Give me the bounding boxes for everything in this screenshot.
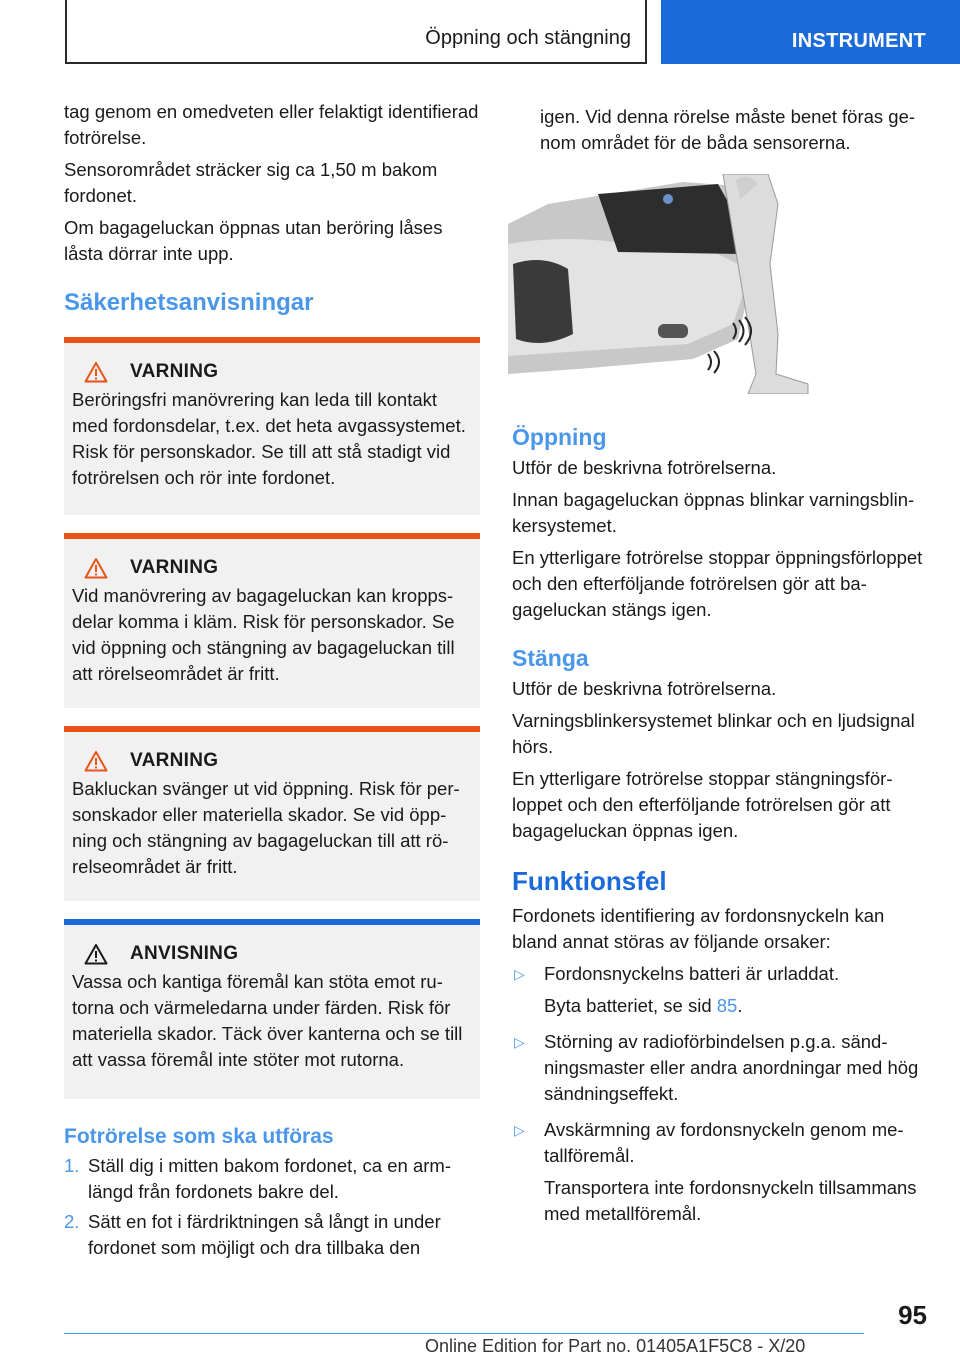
step-number: 1. (64, 1155, 80, 1176)
opening-heading: Öppning (512, 424, 607, 450)
step-text: Ställ dig i mitten bakom fordonet, ca en armlängd från fordonets bakre del. (88, 1155, 451, 1202)
warning-triangle-icon (84, 557, 108, 579)
cause-subtext: Byta batteriet, se sid 85. (544, 995, 743, 1016)
chapter-title: Öppning och stängning (425, 27, 631, 49)
cause-subtext: Transportera inte fordonsnyckeln tillsammans med metallföremål. (544, 1177, 917, 1224)
cause-text: Störning av radioförbindelsen p.g.a. sändningsmaster eller andra anordningar med hög sändningseffekt. (544, 1031, 919, 1104)
tailgate-illustration (508, 174, 816, 394)
warning-triangle-icon (84, 361, 108, 383)
page-number: 95 (898, 1300, 927, 1330)
intro-paragraph-3: Om bagageluckan öppnas utan beröring låses låsta dörrar inte upp. (64, 217, 443, 264)
malfunction-heading: Funktionsfel (512, 866, 667, 896)
step-item (64, 1153, 480, 1205)
notice-box (64, 919, 480, 1099)
edition-footer: Online Edition for Part no. 01405A1F5C8 - X/20 (425, 1336, 806, 1356)
cause-text: Avskärmning av fordonsnyckeln genom metallföremål. (544, 1119, 904, 1166)
warning-triangle-icon (84, 750, 108, 772)
car-rear-foot-image (508, 174, 816, 394)
opening-paragraph-1: Utför de beskrivna fotrörelserna. (512, 457, 777, 478)
warning-box-3 (64, 726, 480, 901)
chapter-header (65, 0, 647, 64)
section-tab-label: INSTRUMENT (791, 30, 926, 52)
page-link[interactable]: 85 (716, 995, 738, 1016)
cause-item (512, 1029, 932, 1107)
warning-text: Bakluckan svänger ut vid öppning. Risk för personskador eller materiella skador. Se vid öppning och stängning av bagageluckan till att rörelseområdet är fritt. (72, 778, 460, 877)
warning-title: VARNING (130, 361, 219, 382)
left-column (64, 99, 480, 1265)
opening-paragraph-3: En ytterligare fotrörelse stoppar öppningsförloppet och den efterföljande fotrörelsen gör att bagageluckan stängs igen. (512, 547, 923, 620)
cause-item (512, 961, 932, 1019)
closing-paragraph-3: En ytterligare fotrörelse stoppar stängningsförloppet och den efterföljande fotrörelsen gör att bagageluckan öppnas igen. (512, 768, 893, 841)
warning-title: VARNING (130, 750, 219, 771)
warning-text: Beröringsfri manövrering kan leda till kontakt med fordonsdelar, t.ex. det heta avgassystemet. Risk för personskador. Se till att stå stadigt vid fotrörelsen och rör inte fordonet. (72, 389, 466, 488)
motion-steps (64, 1153, 480, 1261)
bullet-triangle-icon: ▷ (514, 1034, 525, 1050)
step-text: Sätt en fot i färdriktningen så långt in under fordonet som möjligt och dra tillbaka den (88, 1211, 441, 1258)
right-column (512, 104, 932, 1229)
cause-text: Fordonsnyckelns batteri är urladdat. (544, 963, 840, 984)
closing-heading: Stänga (512, 645, 589, 671)
closing-paragraph-1: Utför de beskrivna fotrörelserna. (512, 678, 777, 699)
section-tab[interactable] (661, 0, 960, 64)
warning-text: Vid manövrering av bagageluckan kan kroppsdelar komma i kläm. Risk för personskador. Se vid öppning och stängning av bagageluckan till att rörelseområdet är fritt. (72, 585, 455, 684)
bullet-triangle-icon: ▷ (514, 966, 525, 982)
notice-text: Vassa och kantiga föremål kan stöta emot rutorna och värmeledarna under färden. Risk för materiella skador. Täck över kanterna och se till att vassa föremål inte stöter mot rutorna. (72, 971, 463, 1070)
safety-heading: Säkerhetsanvisningar (64, 289, 314, 316)
malfunction-causes (512, 961, 932, 1227)
warning-title: VARNING (130, 557, 219, 578)
warning-box-2 (64, 533, 480, 708)
footer-divider (64, 1333, 864, 1334)
notice-title: ANVISNING (130, 943, 239, 964)
intro-paragraph-1: tag genom en omedveten eller felaktigt identifierad fotrörelse. (64, 101, 479, 148)
cause-item (512, 1117, 932, 1227)
motion-heading: Fotrörelse som ska utföras (64, 1125, 334, 1148)
continued-paragraph: igen. Vid denna rörelse måste benet föras genom området för de båda sensorerna. (540, 106, 916, 153)
step-item (64, 1209, 480, 1261)
intro-paragraph-2: Sensorområdet sträcker sig ca 1,50 m bakom fordonet. (64, 159, 438, 206)
notice-triangle-icon (84, 943, 108, 965)
opening-paragraph-2: Innan bagageluckan öppnas blinkar varningsblinkersystemet. (512, 489, 915, 536)
closing-paragraph-2: Varningsblinkersystemet blinkar och en ljudsignal hörs. (512, 710, 915, 757)
warning-box-1 (64, 337, 480, 515)
step-number: 2. (64, 1211, 80, 1232)
bullet-triangle-icon: ▷ (514, 1122, 525, 1138)
malfunction-intro: Fordonets identifiering av fordonsnyckeln kan bland annat störas av följande orsaker: (512, 905, 885, 952)
